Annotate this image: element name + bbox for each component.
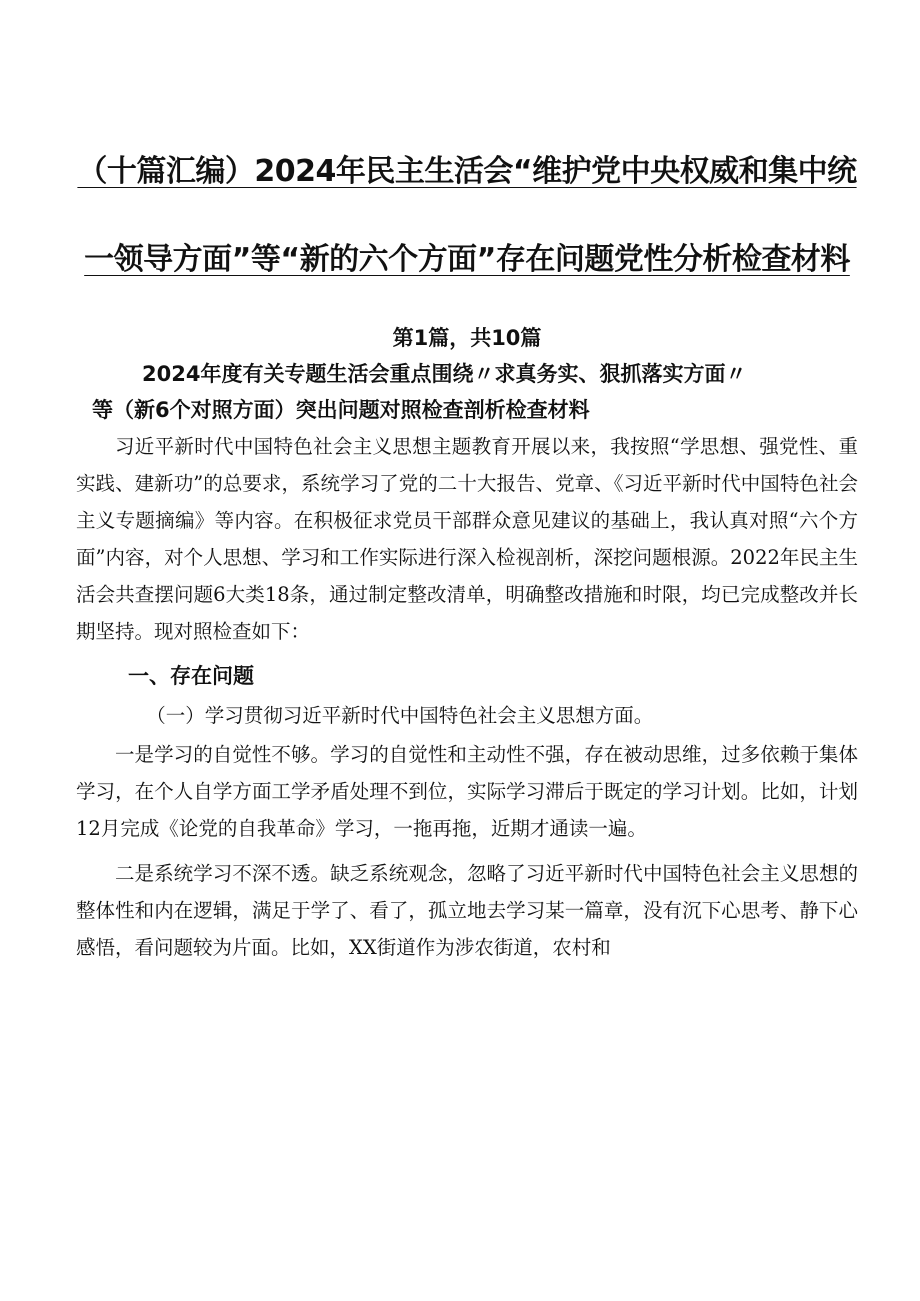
- article-subtitle: [76, 356, 858, 428]
- subsection-heading: （一）学习贯彻习近平新时代中国特色社会主义思想方面。: [146, 704, 654, 727]
- body-paragraph-2: 二是系统学习不深不透。缺乏系统观念，忽略了习近平新时代中国特色社会主义思想的整体性和内在逻辑，满足于学了、看了，孤立地去学习某一篇章，没有沉下心思考、静下心感悟，看问题较为片面。比如，XX街道作为涉农街道，农村和: [76, 862, 858, 959]
- intro-paragraph: 习近平新时代中国特色社会主义思想主题教育开展以来，我按照“学思想、强党性、重实践、建新功”的总要求，系统学习了党的二十大报告、党章、《习近平新时代中国特色社会主义专题摘编》等内容。在积极征求党员干部群众意见建议的基础上，我认真对照“六个方面”内容，对个人思想、学习和工作实际进行深入检视剖析，深挖问题根源。2022年民主生活会共查摆问题6大类18条，通过制定整改清单，明确整改措施和时限，均已完成整改并长期坚持。现对照检查如下：: [76, 435, 858, 643]
- article-counter: 第1篇，共10篇: [392, 326, 542, 350]
- article-subtitle-line2: 等（新6个对照方面）突出问题对照检查剖析检查材料: [92, 398, 590, 422]
- document-title-text: （十篇汇编）2024年民主生活会“维护党中央权威和集中统一领导方面”等“新的六个方面”存在问题党性分析检查材料: [77, 154, 857, 277]
- section-heading: 一、存在问题: [128, 664, 254, 688]
- article-subtitle-line1: 2024年度有关专题生活会重点围绕〃求真务实、狠抓落实方面〃: [142, 362, 747, 386]
- document-title: [76, 0, 858, 304]
- body-paragraph-1: 一是学习的自觉性不够。学习的自觉性和主动性不强，存在被动思维，过多依赖于集体学习，在个人自学方面工学矛盾处理不到位，实际学习滞后于既定的学习计划。比如，计划12月完成《论党的自我革命》学习，一拖再拖，近期才通读一遍。: [76, 743, 858, 840]
